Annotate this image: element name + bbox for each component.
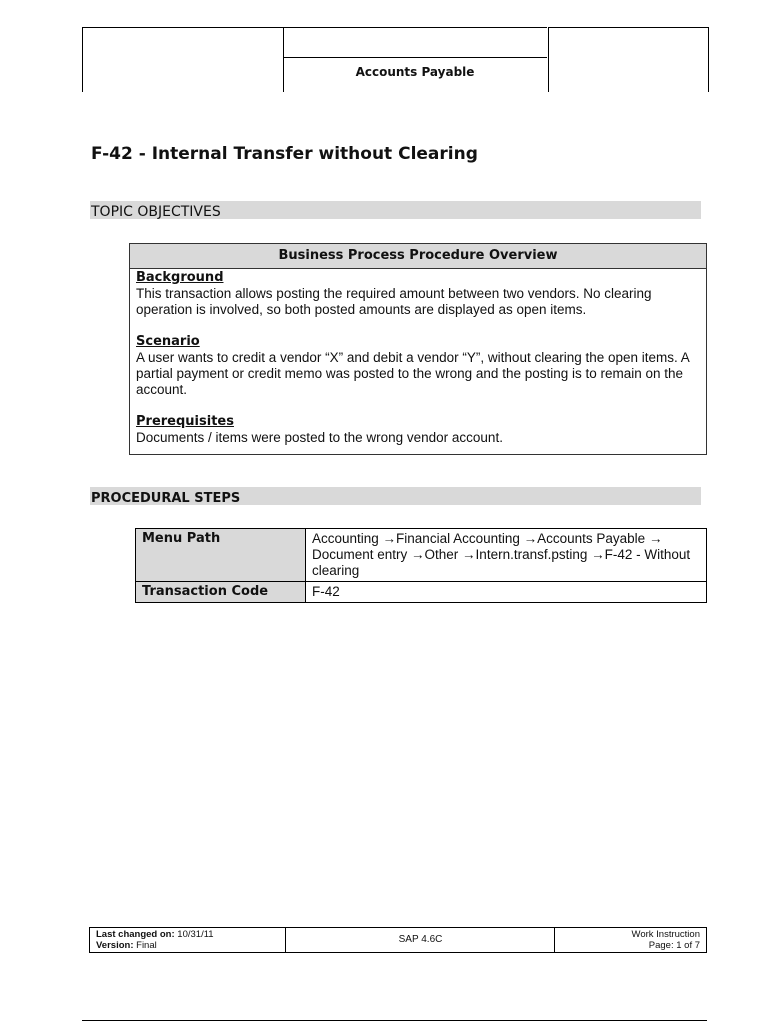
footer-page-number: Page: 1 of 7 [648, 940, 700, 951]
next-page-header-edge [82, 1020, 707, 1025]
menu-path-row [136, 529, 707, 582]
header-department: Accounts Payable [355, 65, 475, 79]
page-footer [89, 927, 707, 953]
footer-system: SAP 4.6C [287, 928, 555, 952]
transaction-code-value: F-42 [306, 582, 707, 603]
overview-body [130, 269, 706, 446]
steps-table [135, 528, 707, 603]
procedural-steps-bar [90, 487, 701, 505]
scenario-text: A user wants to credit a vendor “X” and debit a vendor “Y”, without clearing the open items. A partial payment or credit memo was posted to the wrong and the posting is to remain on the account. [136, 350, 690, 397]
footer-doc-type: Work Instruction [631, 929, 700, 940]
header-middle-top-cell [283, 27, 547, 58]
topic-objectives-bar [90, 201, 701, 219]
overview-heading: Business Process Procedure Overview [130, 244, 706, 269]
prerequisites-text: Documents / items were posted to the wrong vendor account. [136, 430, 503, 445]
footer-right-cell [555, 928, 706, 952]
document-title: F-42 - Internal Transfer without Clearing [91, 144, 478, 164]
header-left-cell [82, 27, 284, 92]
background-text: This transaction allows posting the required amount between two vendors. No clearing operation is involved, so both posted amounts are displayed as open items. [136, 286, 652, 317]
menu-path-value: Accounting →Financial Accounting →Accounts Payable → Document entry →Other →Intern.transf.psting →F-42 - Without clearing [306, 529, 707, 582]
procedural-steps-heading: PROCEDURAL STEPS [91, 491, 241, 506]
version-value: Final [136, 940, 157, 951]
background-label: Background [136, 270, 224, 285]
process-overview-box [129, 243, 707, 455]
version-label: Version: [96, 940, 134, 951]
scenario-label: Scenario [136, 334, 200, 349]
transaction-code-label: Transaction Code [136, 582, 306, 603]
footer-left-cell [90, 928, 286, 952]
header-middle-bottom-cell [283, 57, 547, 91]
topic-objectives-heading: TOPIC OBJECTIVES [91, 204, 221, 220]
transaction-code-row [136, 582, 707, 603]
header-right-cell [548, 27, 709, 92]
last-changed-label: Last changed on: [96, 929, 175, 940]
menu-path-label: Menu Path [136, 529, 306, 582]
last-changed-value: 10/31/11 [177, 929, 214, 940]
prerequisites-label: Prerequisites [136, 414, 234, 429]
